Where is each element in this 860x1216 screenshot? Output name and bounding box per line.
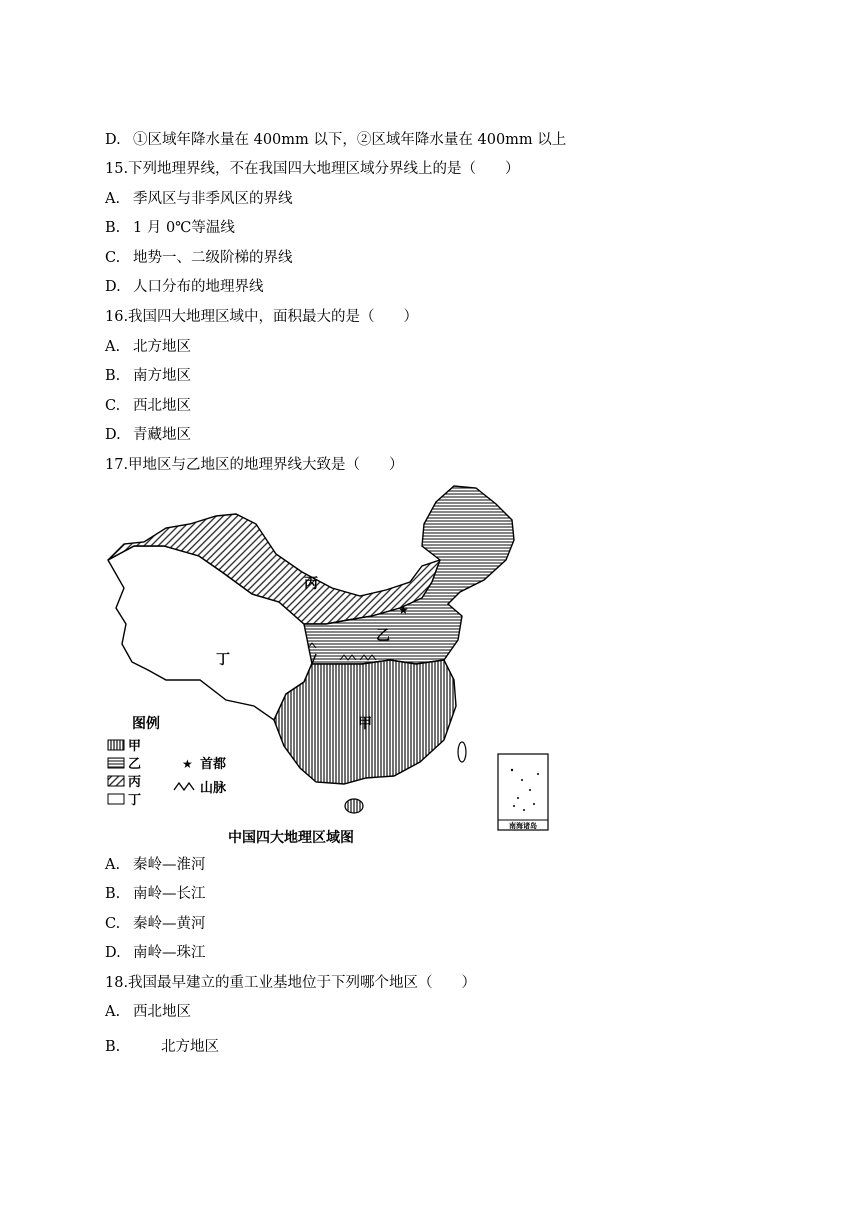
option-text: 南岭—珠江 — [133, 945, 206, 961]
option-text: 人口分布的地理界线 — [133, 279, 264, 295]
option-text: 南岭—长江 — [133, 886, 206, 902]
option-letter: D. — [105, 945, 121, 961]
option-letter: A. — [105, 339, 121, 355]
option-text: 青藏地区 — [133, 427, 191, 443]
option-text: 地势一、二级阶梯的界线 — [133, 250, 293, 266]
legend-capital-label: 首都 — [200, 757, 227, 772]
map-caption: 中国四大地理区域图 — [228, 830, 354, 846]
option-text: 北方地区 — [133, 339, 191, 355]
option-letter: C. — [105, 398, 121, 414]
option-text: 季风区与非季风区的界线 — [133, 191, 293, 207]
legend-label-jia: 甲 — [128, 739, 142, 754]
q18-stem: 18.我国最早建立的重工业基地位于下列哪个地区（ ） — [105, 975, 477, 991]
q17-stem: 17.甲地区与乙地区的地理界线大致是（ ） — [105, 457, 404, 473]
q15-option-b — [105, 219, 235, 237]
label-yi: 乙 — [376, 628, 390, 644]
q17-option-d — [105, 944, 206, 962]
q15-option-d — [105, 278, 264, 296]
q16-stem: 16.我国四大地理区域中，面积最大的是（ ） — [105, 309, 419, 325]
option-letter: A. — [105, 857, 121, 873]
q17-option-b — [105, 885, 206, 903]
option-letter: C. — [105, 916, 121, 932]
option-letter: B. — [105, 886, 121, 902]
q16-option-a — [105, 338, 191, 356]
legend-label-bing: 丙 — [128, 775, 142, 790]
option-letter: D. — [105, 427, 121, 443]
q15-option-a — [105, 190, 293, 208]
option-text: 西北地区 — [133, 398, 191, 414]
china-regions-map-figure — [104, 484, 556, 850]
option-text: 秦岭—黄河 — [133, 916, 206, 932]
q15-option-c — [105, 249, 293, 267]
legend-mountain-label: 山脉 — [200, 781, 227, 796]
legend-swatch-ding — [108, 794, 124, 804]
legend-title: 图例 — [132, 716, 160, 732]
q16-option-d — [105, 426, 191, 444]
label-jia: 甲 — [358, 716, 372, 732]
label-ding: 丁 — [216, 652, 230, 668]
option-letter: B. — [105, 368, 121, 384]
option-letter: C. — [105, 250, 121, 266]
q14-option-d — [105, 131, 566, 149]
option-text: ①区域年降水量在 400mm 以下，②区域年降水量在 400mm 以上 — [133, 132, 567, 148]
option-letter: A. — [105, 1004, 121, 1020]
option-letter: D. — [105, 132, 121, 148]
hainan-island — [345, 799, 363, 813]
q16-option-c — [105, 397, 191, 415]
legend-mountain-icon — [174, 783, 194, 790]
option-text: 北方地区 — [161, 1039, 219, 1055]
option-letter: B. — [105, 220, 121, 236]
legend-label-yi: 乙 — [128, 757, 142, 772]
q15-stem: 15.下列地理界线，不在我国四大地理区域分界线上的是（ ） — [105, 161, 520, 177]
legend-label-ding: 丁 — [128, 793, 142, 808]
taiwan-island — [458, 742, 466, 762]
legend-swatch-yi — [108, 758, 124, 768]
south-sea-inset — [498, 754, 548, 830]
q18-option-a — [105, 1003, 191, 1021]
option-letter: D. — [105, 279, 121, 295]
q16-option-b — [105, 367, 191, 385]
region-yi — [304, 486, 514, 664]
option-text: 1 月 0℃等温线 — [133, 220, 235, 236]
legend-swatch-jia — [108, 740, 124, 750]
inset-label: 南海诸岛 — [509, 822, 537, 830]
label-bing: 丙 — [304, 576, 318, 592]
legend-capital-star-icon: ★ — [182, 757, 193, 771]
option-text: 秦岭—淮河 — [133, 857, 206, 873]
q17-option-c — [105, 915, 206, 933]
option-letter: B. — [105, 1039, 121, 1055]
q18-option-b — [105, 1038, 219, 1056]
option-text: 南方地区 — [133, 368, 191, 384]
q17-option-a — [105, 856, 206, 874]
capital-star-icon: ★ — [398, 603, 409, 617]
china-regions-map — [104, 484, 556, 850]
legend-swatch-bing — [108, 776, 124, 786]
option-text: 西北地区 — [133, 1004, 191, 1020]
option-letter: A. — [105, 191, 121, 207]
